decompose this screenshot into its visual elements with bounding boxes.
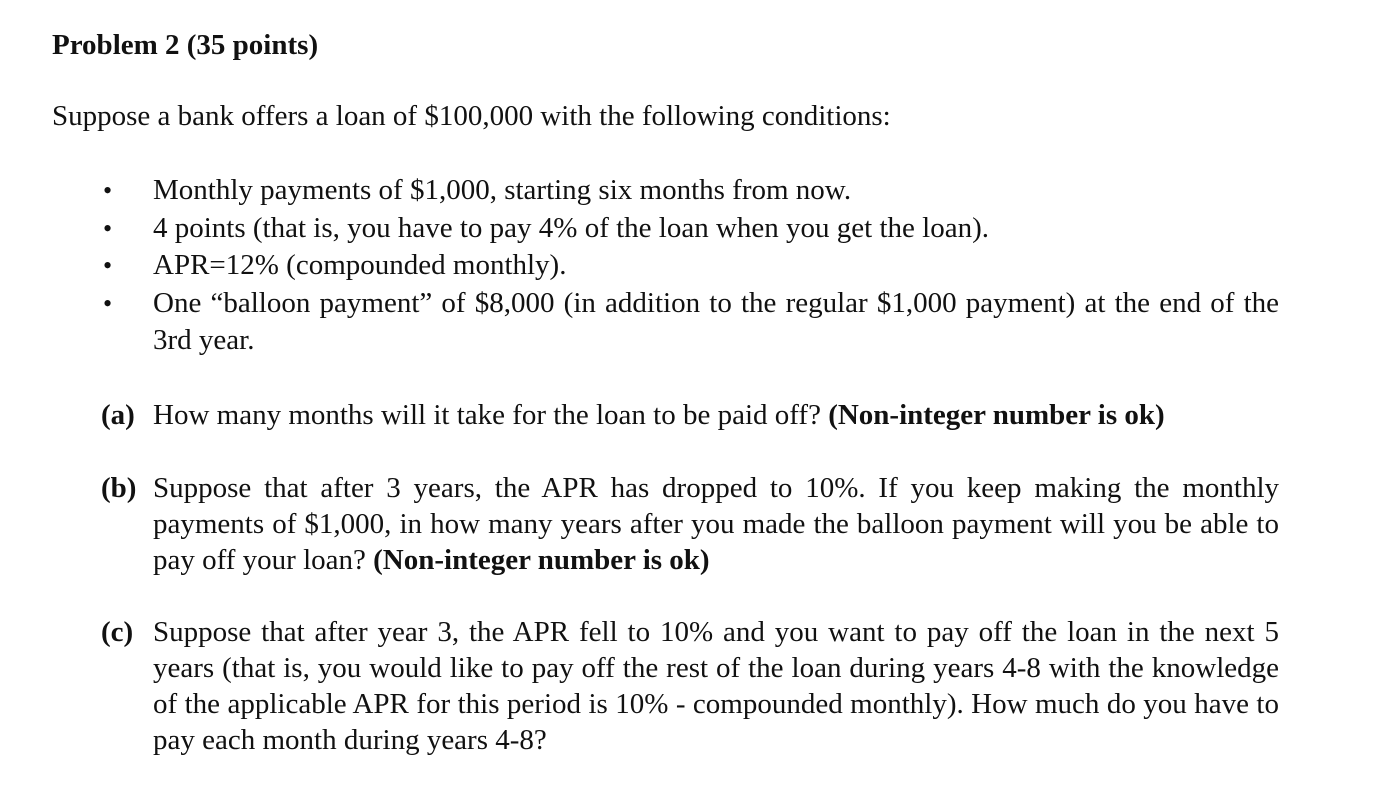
bullet-icon: • <box>103 176 113 205</box>
bullet-icon: • <box>103 251 113 280</box>
question-text: How many months will it take for the loan to be paid off? <box>153 399 821 431</box>
question-text: Suppose that after 3 years, the APR has dropped to 10%. If you keep making the monthly payments of $1,000, in how many years after you made the balloon payment will you be able to pay off your loan? <box>153 472 1279 576</box>
part-question <box>153 614 1279 758</box>
bullet-icon: • <box>103 288 113 318</box>
conditions-list <box>0 172 1395 360</box>
list-item <box>0 247 1279 285</box>
problem-intro: Suppose a bank offers a loan of $100,000 with the following conditions: <box>52 100 891 132</box>
list-item <box>0 285 1279 360</box>
part-label: (a) <box>101 399 135 431</box>
problem-title: Problem 2 (35 points) <box>52 29 319 61</box>
part-label: (c) <box>101 616 134 648</box>
list-item <box>0 172 1279 210</box>
condition-text: One “balloon payment” of $8,000 (in addition to the regular $1,000 payment) at the end of the 3rd year. <box>153 286 1279 356</box>
bullet-icon: • <box>103 213 113 243</box>
condition-text: Monthly payments of $1,000, starting six months from now. <box>153 174 852 206</box>
list-item <box>0 210 1279 248</box>
question-note: (Non-integer number is ok) <box>373 544 710 576</box>
part-question <box>153 397 1279 433</box>
part-label: (b) <box>101 472 137 504</box>
condition-text: 4 points (that is, you have to pay 4% of the loan when you get the loan). <box>153 211 989 244</box>
question-note: (Non-integer number is ok) <box>828 399 1165 431</box>
question-text: Suppose that after year 3, the APR fell to 10% and you want to pay off the loan in the next 5 years (that is, you would like to pay off the rest of the loan during years 4-8 with the knowledge of the applicable APR for this period is 10% - compounded monthly). How much do you have to pay each month during years 4-8? <box>153 616 1279 756</box>
part-question <box>153 470 1279 578</box>
condition-text: APR=12% (compounded monthly). <box>153 249 567 281</box>
